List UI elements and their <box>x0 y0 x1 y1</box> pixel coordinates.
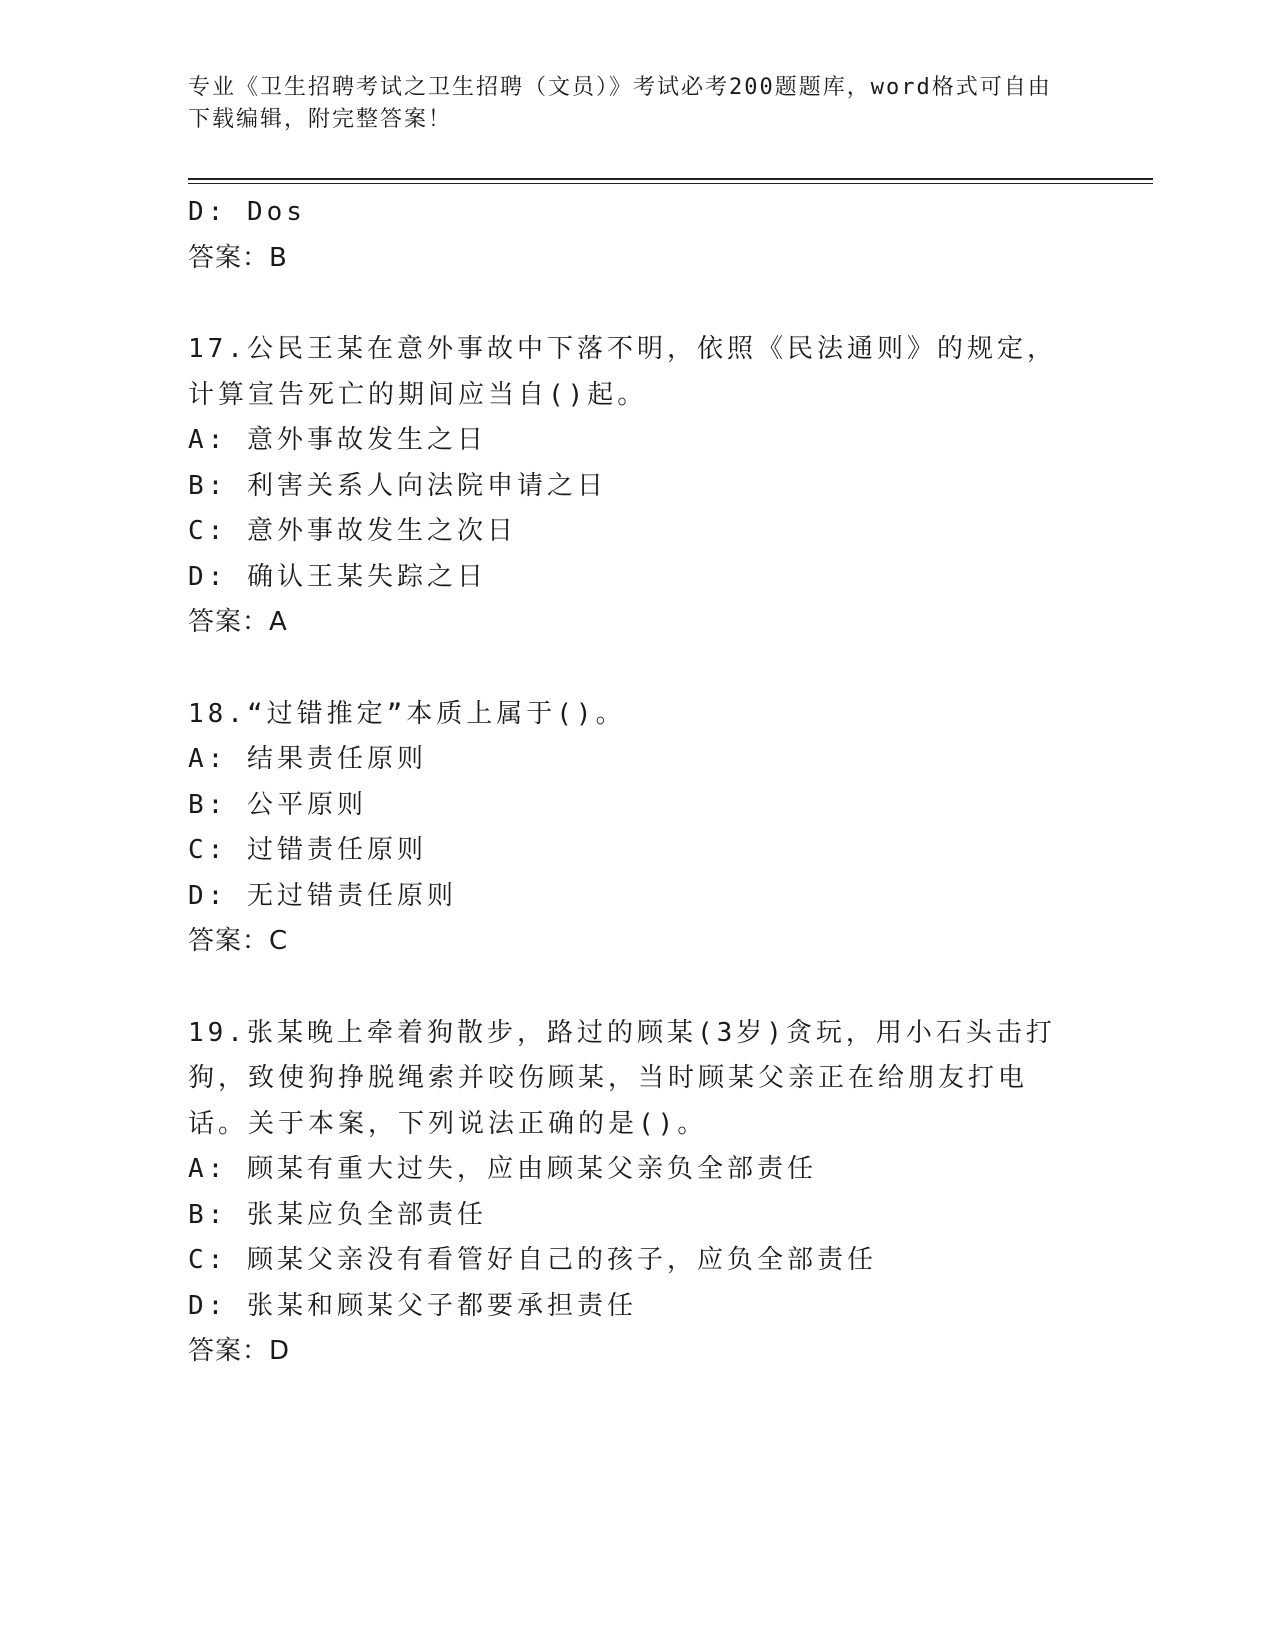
question-18 <box>188 692 1078 965</box>
option-a: A: 意外事故发生之日 <box>188 425 487 455</box>
option-d: D: 无过错责任原则 <box>188 880 457 911</box>
option-d: D: 张某和顾某父子都要承担责任 <box>188 1290 637 1321</box>
option-a: A: 结果责任原则 <box>188 744 427 774</box>
option-b: B: 张某应负全部责任 <box>188 1199 487 1230</box>
option-b: B: 利害关系人向法院申请之日 <box>188 470 607 501</box>
answer-line: 答案：B <box>188 242 288 273</box>
question-list <box>188 190 1078 1375</box>
header-divider-thick <box>188 178 1153 180</box>
option-b: B: 公平原则 <box>188 789 367 820</box>
question-19 <box>188 1011 1078 1375</box>
document-header: 专业《卫生招聘考试之卫生招聘（文员）》考试必考200题题库，word格式可自由下载编辑，附完整答案！ <box>188 75 1052 132</box>
header-divider-thin <box>188 183 1153 184</box>
prev-question-tail <box>188 190 1078 281</box>
answer-line: 答案：D <box>188 1336 291 1366</box>
option-d: D: 确认王某失踪之日 <box>188 561 487 592</box>
option-c: C: 意外事故发生之次日 <box>188 516 517 546</box>
answer-line: 答案：A <box>188 607 288 637</box>
option-d: D: Dos <box>188 197 306 227</box>
question-text: 19.张某晚上牵着狗散步，路过的顾某(3岁)贪玩，用小石头击打狗，致使狗挣脱绳索并咬伤顾某，当时顾某父亲正在给朋友打电话。关于本案，下列说法正确的是()。 <box>188 1017 1056 1139</box>
option-a: A: 顾某有重大过失，应由顾某父亲负全部责任 <box>188 1154 817 1184</box>
option-c: C: 顾某父亲没有看管好自己的孩子，应负全部责任 <box>188 1245 877 1275</box>
option-c: C: 过错责任原则 <box>188 835 427 865</box>
answer-line: 答案：C <box>188 926 289 956</box>
question-text: 18.“过错推定”本质上属于()。 <box>188 698 626 729</box>
question-text: 17.公民王某在意外事故中下落不明，依照《民法通则》的规定，计算宣告死亡的期间应当自()起。 <box>188 334 1057 410</box>
question-17 <box>188 327 1078 646</box>
